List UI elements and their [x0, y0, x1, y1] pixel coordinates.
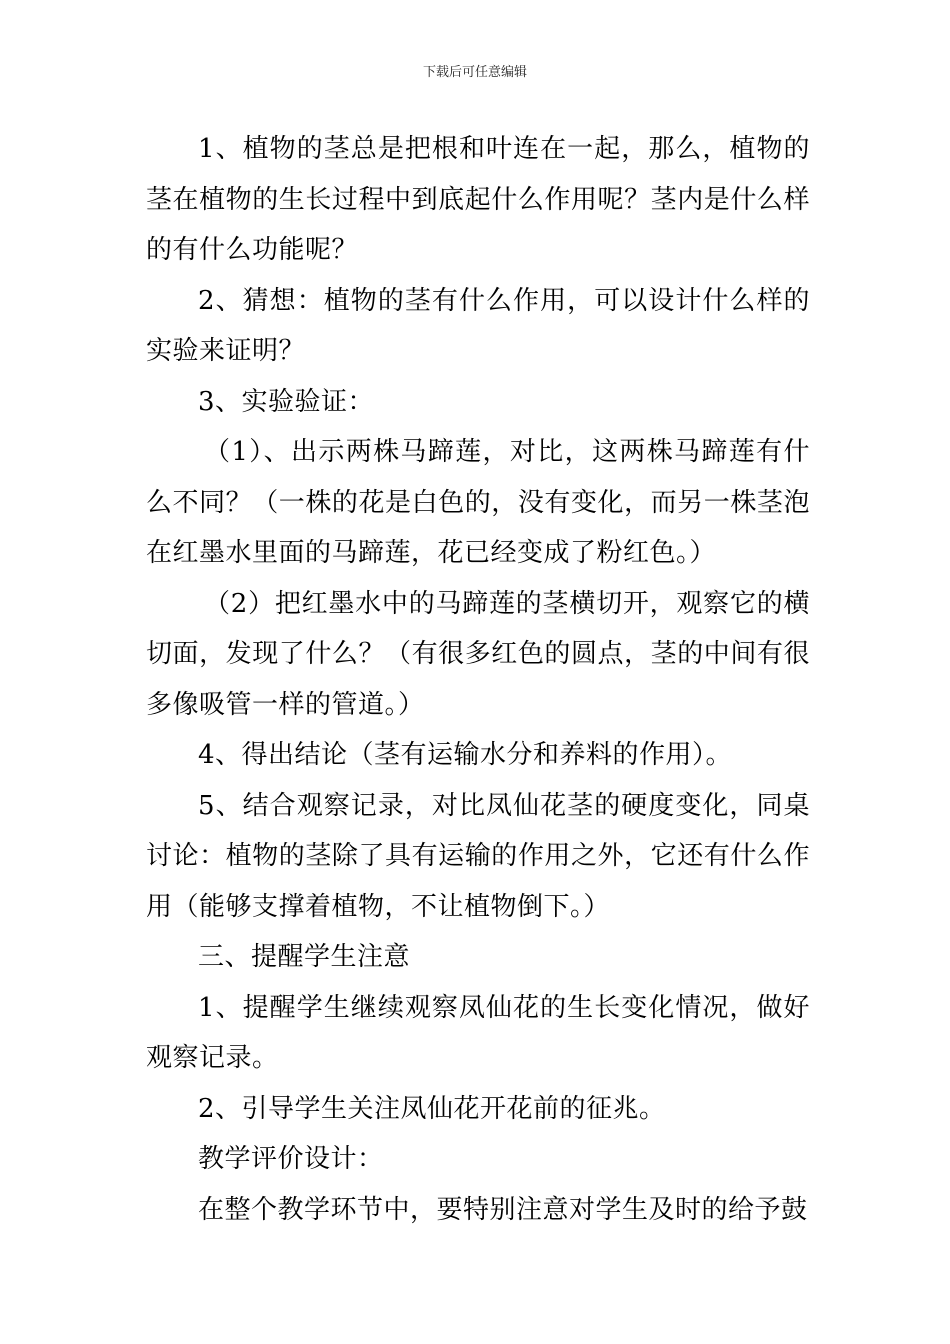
paragraph-experiment-step-1: （1）、出示两株马蹄莲，对比，这两株马蹄莲有什么不同？（一株的花是白色的，没有变化，而另一株茎泡在红墨水里面的马蹄莲，花已经变成了粉红色。） [146, 437, 810, 568]
paragraph-evaluation: 在整个教学环节中，要特别注意对学生及时的给予鼓 [198, 1194, 808, 1225]
document-body [146, 124, 810, 1235]
paragraph-discussion: 5、结合观察记录，对比凤仙花茎的硬度变化，同桌讨论：植物的茎除了具有运输的作用之外，它还有什么作用（能够支撑着植物，不让植物倒下。） [146, 790, 810, 922]
section-heading-reminder: 三、提醒学生注意 [198, 942, 411, 972]
paragraph-conclusion: 4、得出结论（茎有运输水分和养料的作用）。 [198, 740, 733, 770]
paragraph-hypothesis: 2、猜想：植物的茎有什么作用，可以设计什么样的实验来证明？ [146, 285, 810, 366]
paragraph-experiment-heading: 3、实验验证： [198, 386, 375, 417]
paragraph-reminder-2: 2、引导学生关注凤仙花开花前的征兆。 [198, 1093, 666, 1124]
page-header: 下载后可任意编辑 [422, 65, 527, 80]
paragraph-experiment-step-2: （2）把红墨水中的马蹄莲的茎横切开，观察它的横切面，发现了什么？（有很多红色的圆点，茎的中间有很多像吸管一样的管道。） [146, 588, 810, 720]
section-heading-evaluation: 教学评价设计： [198, 1144, 384, 1174]
paragraph-reminder-1: 1、提醒学生继续观察凤仙花的生长变化情况，做好观察记录。 [146, 992, 810, 1073]
paragraph-question: 1、植物的茎总是把根和叶连在一起，那么，植物的茎在植物的生长过程中到底起什么作用呢？茎内是什么样的有什么功能呢？ [146, 134, 810, 265]
